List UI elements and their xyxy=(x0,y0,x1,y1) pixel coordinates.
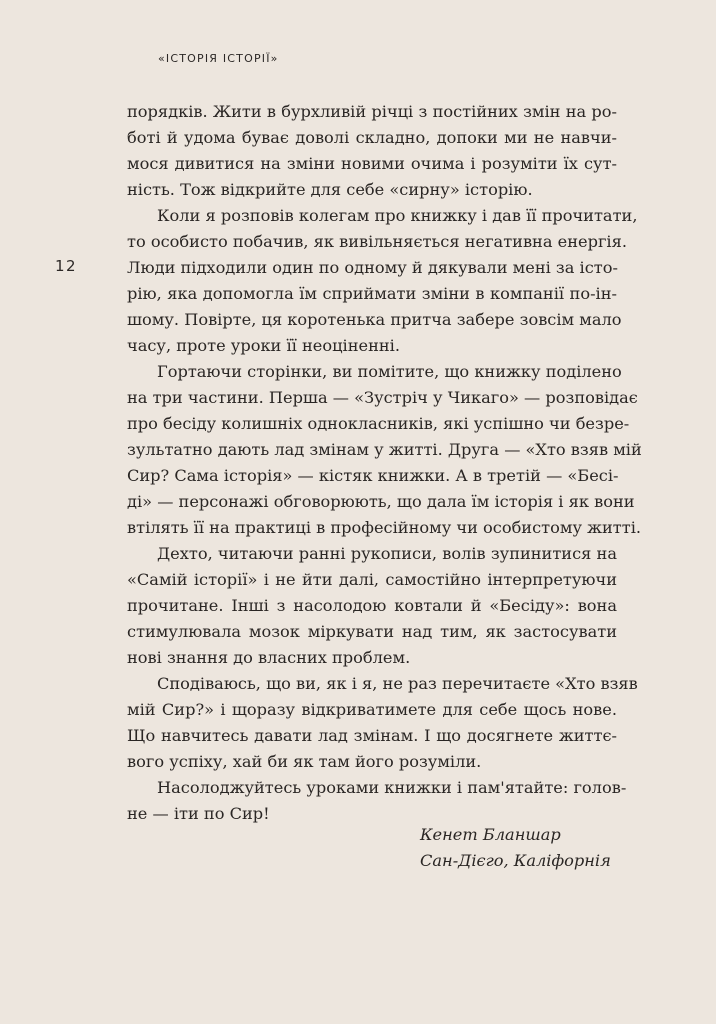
paragraph xyxy=(127,359,642,541)
text-line: Сир? Сама історія» — кістяк книжки. А в третій — «Бесі- xyxy=(127,466,619,485)
running-header: «ІСТОРІЯ ІСТОРІЇ» xyxy=(158,52,279,65)
text-line: мій Сир?» і щоразу відкриватимете для себе щось нове. xyxy=(127,700,617,719)
page-number: 12 xyxy=(55,257,78,275)
text-line: ність. Тож відкрийте для себе «сирну» історію. xyxy=(127,180,533,199)
text-line: про бесіду колишніх однокласників, які успішно чи безре- xyxy=(127,414,630,433)
text-line: боті й удома буває доволі складно, допоки ми не навчи- xyxy=(127,128,617,147)
text-line: часу, проте уроки її неоціненні. xyxy=(127,336,400,355)
text-line: не — іти по Сир! xyxy=(127,804,270,823)
text-line: ді» — персонажі обговорюють, що дала їм історія і як вони xyxy=(127,492,635,511)
text-line: на три частини. Перша — «Зустріч у Чикаго» — розповідає xyxy=(127,388,638,407)
text-line: нові знання до власних проблем. xyxy=(127,648,411,667)
paragraph xyxy=(127,541,617,671)
text-line: Гортаючи сторінки, ви помітите, що книжку поділено xyxy=(157,362,622,381)
text-line: Насолоджуйтесь уроками книжки і пам'ятайте: голов- xyxy=(157,778,627,797)
text-line: рію, яка допомогла їм сприймати зміни в компанії по-ін- xyxy=(127,284,617,303)
text-line: то особисто побачив, як вивільняється негативна енергія. xyxy=(127,232,627,251)
text-line: Дехто, читаючи ранні рукописи, волів зупинитися на xyxy=(157,544,617,563)
signature-place: Сан-Дієго, Каліфорнія xyxy=(420,851,611,870)
text-line: мося дивитися на зміни новими очима і розуміти їх сут- xyxy=(127,154,617,173)
paragraph xyxy=(127,203,638,359)
body-text xyxy=(127,99,642,827)
paragraph xyxy=(127,99,617,203)
signature xyxy=(420,822,611,874)
signature-author: Кенет Бланшар xyxy=(420,825,561,844)
text-line: вого успіху, хай би як там його розуміли. xyxy=(127,752,482,771)
text-line: Люди підходили один по одному й дякували мені за істо- xyxy=(127,258,618,277)
text-line: стимулювала мозок міркувати над тим, як застосувати xyxy=(127,622,617,641)
text-line: Коли я розповів колегам про книжку і дав її прочитати, xyxy=(157,206,638,225)
text-line: «Самій історії» і не йти далі, самостійно інтерпретуючи xyxy=(127,570,617,589)
text-line: порядків. Жити в бурхливій річці з постійних змін на ро- xyxy=(127,102,617,121)
paragraph xyxy=(127,775,627,827)
paragraph xyxy=(127,671,638,775)
text-line: зультатно дають лад змінам у житті. Друга — «Хто взяв мій xyxy=(127,440,642,459)
text-line: Що навчитесь давати лад змінам. І що досягнете життє- xyxy=(127,726,617,745)
text-line: прочитане. Інші з насолодою ковтали й «Бесіду»: вона xyxy=(127,596,617,615)
text-line: Сподіваюсь, що ви, як і я, не раз перечитаєте «Хто взяв xyxy=(157,674,638,693)
text-line: шому. Повірте, ця коротенька притча забере зовсім мало xyxy=(127,310,622,329)
text-line: втілять її на практиці в професійному чи особистому житті. xyxy=(127,518,642,537)
